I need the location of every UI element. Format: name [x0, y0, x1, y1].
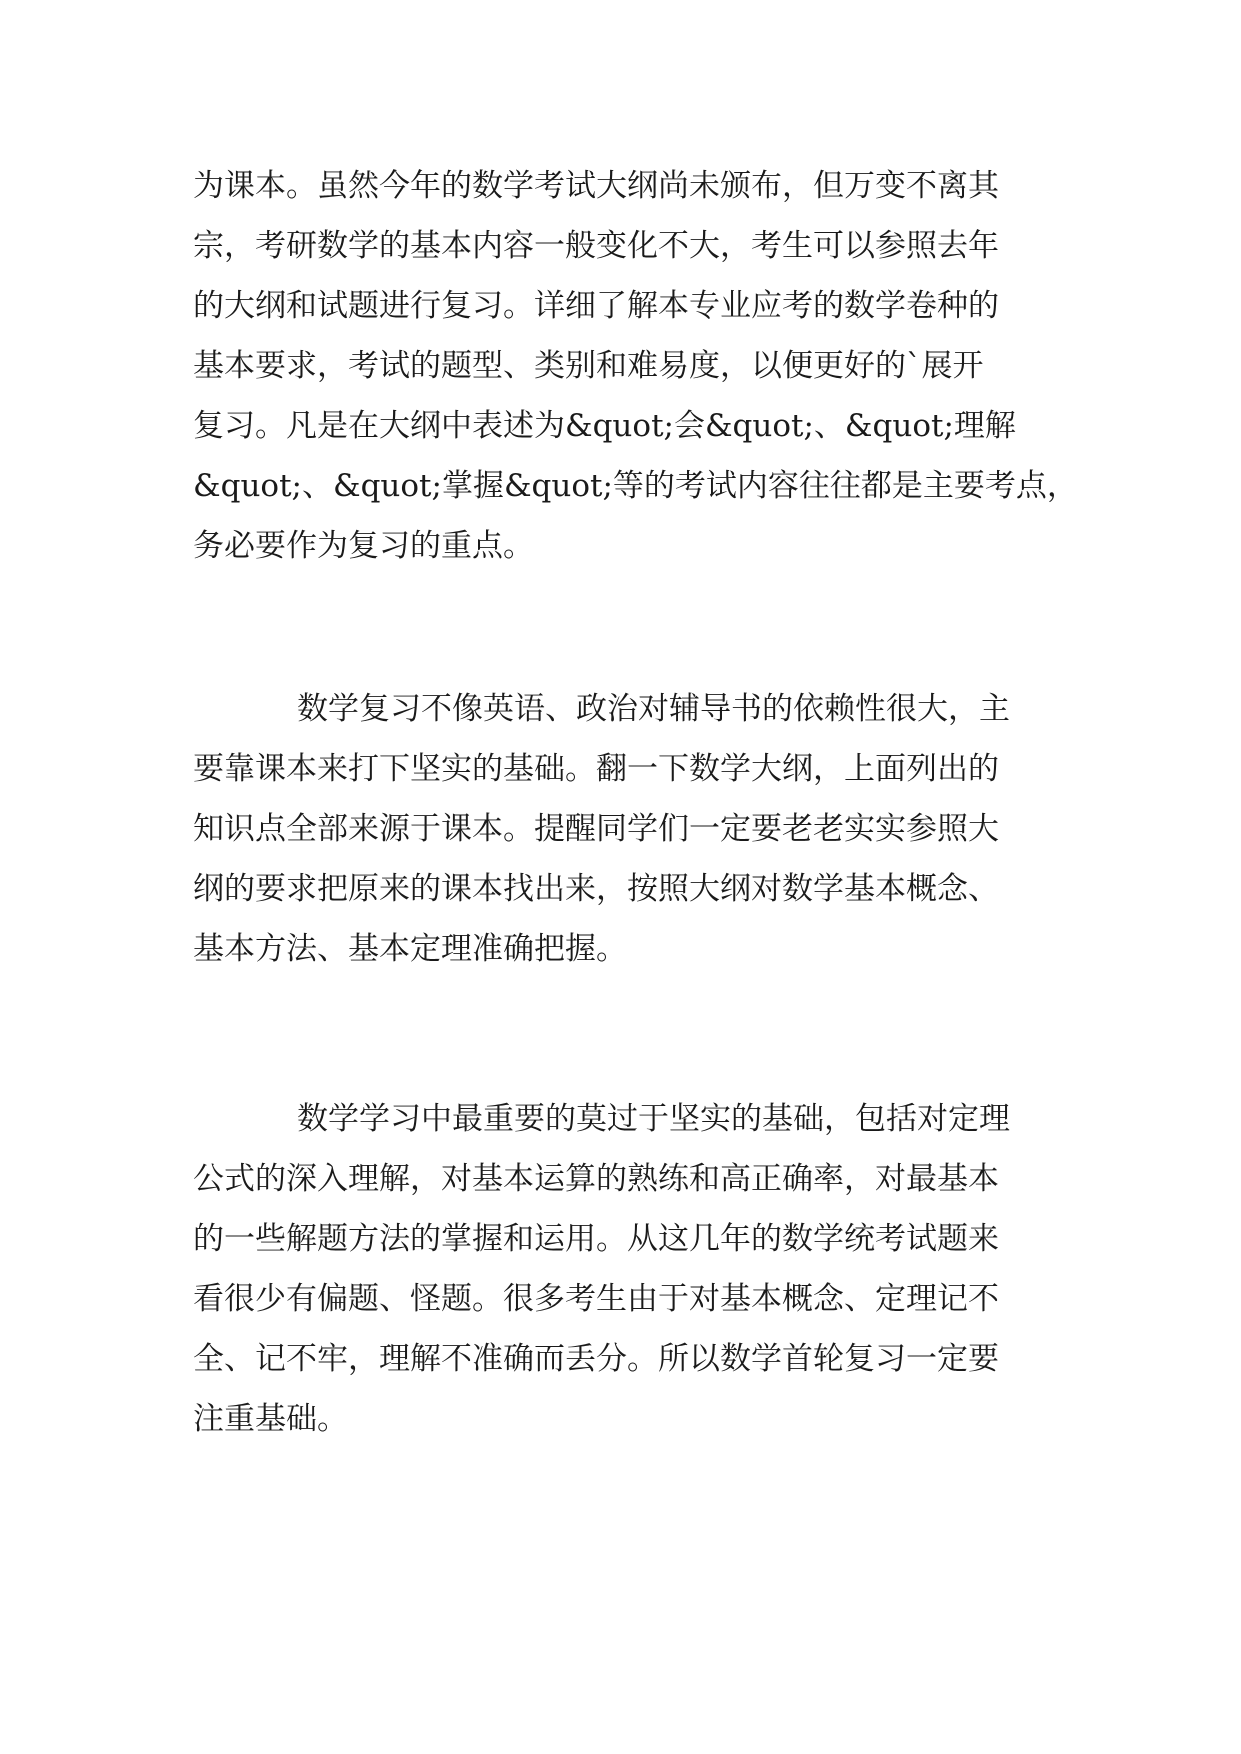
text-line: 宗，考研数学的基本内容一般变化不大，考生可以参照去年 [193, 228, 999, 264]
text-line: 知识点全部来源于课本。提醒同学们一定要老老实实参照大 [193, 811, 999, 847]
text-line: 为课本。虽然今年的数学考试大纲尚未颁布，但万变不离其 [193, 168, 999, 204]
paragraph-3 [193, 1089, 1073, 1449]
paragraph-2 [193, 679, 1073, 979]
text-line: 看很少有偏题、怪题。很多考生由于对基本概念、定理记不 [193, 1281, 999, 1317]
text-line: 要靠课本来打下坚实的基础。翻一下数学大纲，上面列出的 [193, 751, 999, 787]
text-line: 的一些解题方法的掌握和运用。从这几年的数学统考试题来 [193, 1221, 999, 1257]
text-line: 纲的要求把原来的课本找出来，按照大纲对数学基本概念、 [193, 871, 999, 907]
paragraph-1 [193, 156, 1078, 576]
text-line: 公式的深入理解，对基本运算的熟练和高正确率，对最基本 [193, 1161, 999, 1197]
text-line: 注重基础。 [193, 1401, 348, 1437]
text-line: 数学学习中最重要的莫过于坚实的基础，包括对定理 [297, 1101, 1010, 1137]
text-line: 复习。凡是在大纲中表述为&quot;会&quot;、&quot;理解 [193, 408, 1016, 444]
text-line: 基本方法、基本定理准确把握。 [193, 931, 627, 967]
text-line: 的大纲和试题进行复习。详细了解本专业应考的数学卷种的 [193, 288, 999, 324]
text-line: &quot;、&quot;掌握&quot;等的考试内容往往都是主要考点， [193, 468, 1078, 504]
text-line: 基本要求，考试的题型、类别和难易度，以便更好的`展开 [193, 348, 984, 384]
text-line: 数学复习不像英语、政治对辅导书的依赖性很大，主 [297, 691, 1010, 727]
text-line: 全、记不牢，理解不准确而丢分。所以数学首轮复习一定要 [193, 1341, 999, 1377]
text-line: 务必要作为复习的重点。 [193, 528, 534, 564]
